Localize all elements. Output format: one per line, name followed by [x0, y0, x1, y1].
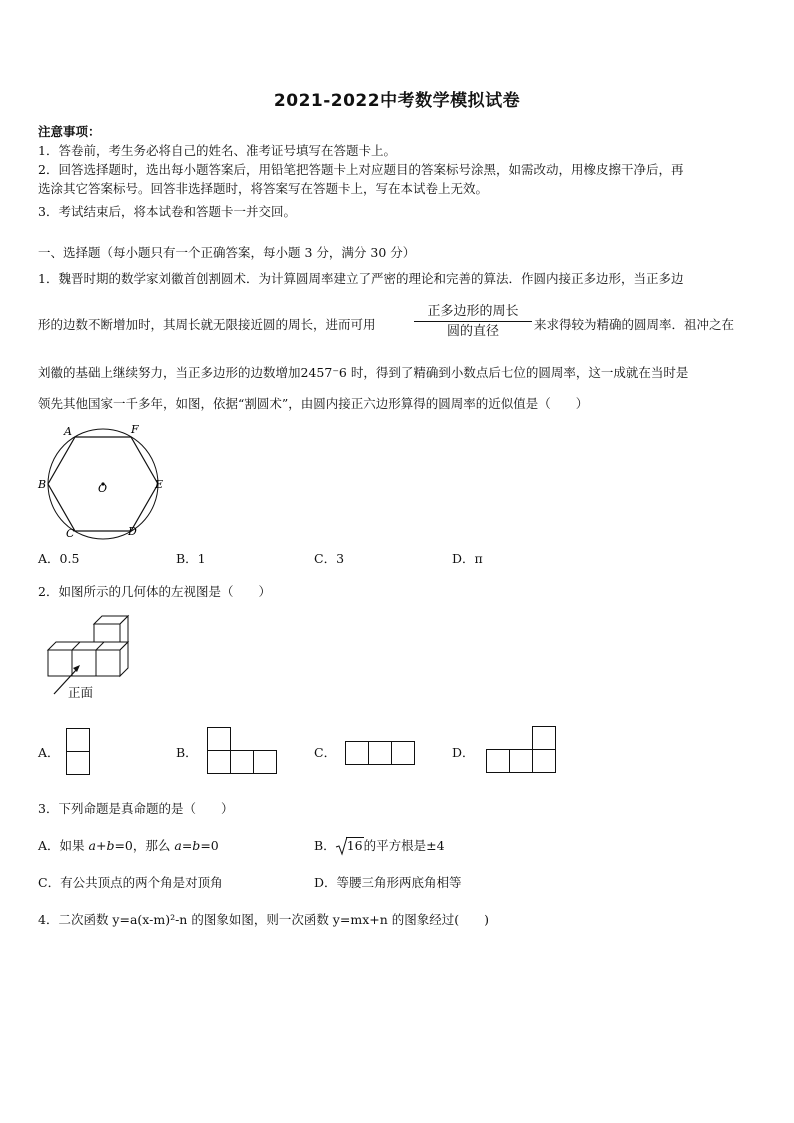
q1-line-2a: 形的边数不断增加时，其周长就无限接近圆的周长，进而可用	[38, 317, 376, 332]
q2-option-b[interactable]: B．	[176, 745, 198, 760]
front-label: 正面	[68, 685, 94, 700]
q1-option-c[interactable]: C．3	[314, 551, 345, 566]
q1-option-b[interactable]: B．1	[176, 551, 206, 566]
q3-a-expr2: a	[174, 838, 182, 853]
fraction-numerator: 正多边形的周长	[427, 304, 519, 319]
label-E: E	[155, 478, 164, 491]
notice-item-2-cont: 选涂其它答案标号。回答非选择题时，将答案写在答题卡上，写在本试卷上无效。	[38, 181, 489, 196]
exam-title: 2021-2022中考数学模拟试卷	[273, 91, 521, 111]
label-C: C	[66, 527, 75, 540]
label-D: D	[128, 525, 137, 538]
q1-line-1: 1．魏晋时期的数学家刘徽首创割圆术．为计算圆周率建立了严密的理论和完善的算法．作圆内接正多边形，当正多边	[38, 271, 684, 286]
q3-a-mid2: =	[181, 838, 193, 853]
q3-b-end: 的平方根是±4	[363, 838, 445, 853]
option-a-view	[66, 728, 90, 776]
radicand: 16	[346, 838, 363, 853]
sqrt-sign-icon	[336, 837, 348, 855]
hexagon-circle-figure	[38, 420, 168, 542]
q3-option-d[interactable]: D．等腰三角形两底角相等	[314, 875, 462, 890]
q3-b-prefix: B．	[314, 838, 336, 853]
q3-stem: 3．下列命题是真命题的是（ ）	[38, 801, 234, 816]
label-A: A	[64, 425, 72, 438]
q1-line-2b: 来求得较为精确的圆周率．祖冲之在	[534, 317, 735, 332]
q1-option-a[interactable]: A．0.5	[38, 551, 80, 566]
label-O: O	[98, 482, 108, 495]
q3-a-expr3: b	[192, 838, 201, 853]
q3-a-prefix: A．如果	[38, 838, 89, 853]
q3-a-end: =0	[200, 838, 219, 853]
q3-option-a[interactable]	[38, 838, 219, 854]
q2-option-c[interactable]: C．	[314, 745, 337, 760]
fraction-denominator: 圆的直径	[446, 324, 499, 339]
q2-option-d[interactable]: D．	[452, 745, 475, 760]
q3-option-c[interactable]: C．有公共顶点的两个角是对顶角	[38, 875, 223, 890]
fraction-bar	[414, 321, 532, 322]
q2-option-a[interactable]: A．	[38, 745, 60, 760]
q2-stem: 2．如图所示的几何体的左视图是（ ）	[38, 584, 271, 599]
notice-heading: 注意事项：	[38, 124, 101, 139]
option-c-view	[345, 741, 417, 767]
label-B: B	[38, 478, 47, 491]
section-heading: 一、选择题（每小题只有一个正确答案，每小题 3 分，满分 30 分）	[38, 245, 416, 260]
q3-a-expr1: a+b	[88, 838, 115, 853]
notice-item-2: 2．回答选择题时，选出每小题答案后，用铅笔把答题卡上对应题目的答案标号涂黑，如需改动，用橡皮擦干净后，再	[38, 162, 684, 177]
sqrt-radical	[336, 838, 364, 854]
q1-line-4: 领先其他国家一千多年，如图，依据“割圆术”，由圆内接正六边形算得的圆周率的近似值是（ ）	[38, 396, 589, 411]
q3-option-b[interactable]	[314, 838, 445, 854]
q1-line-3: 刘徽的基础上继续努力，当正多边形的边数增加2457⁻6 时，得到了精确到小数点后七位的圆周率，这一成就在当时是	[38, 365, 689, 380]
notice-item-1: 1．答卷前，考生务必将自己的姓名、准考证号填写在答题卡上。	[38, 143, 396, 158]
label-F: F	[131, 423, 139, 436]
option-b-view	[207, 727, 279, 775]
notice-item-3: 3．考试结束后，将本试卷和答题卡一并交回。	[38, 204, 296, 219]
q4-stem: 4．二次函数 y=a(x-m)²-n 的图象如图，则一次函数 y=mx+n 的图象经过( )	[38, 912, 489, 927]
option-d-view	[486, 726, 558, 774]
q1-option-d[interactable]: D．π	[452, 551, 483, 566]
q3-a-mid: =0，那么	[114, 838, 175, 853]
q1-fraction	[412, 303, 534, 340]
